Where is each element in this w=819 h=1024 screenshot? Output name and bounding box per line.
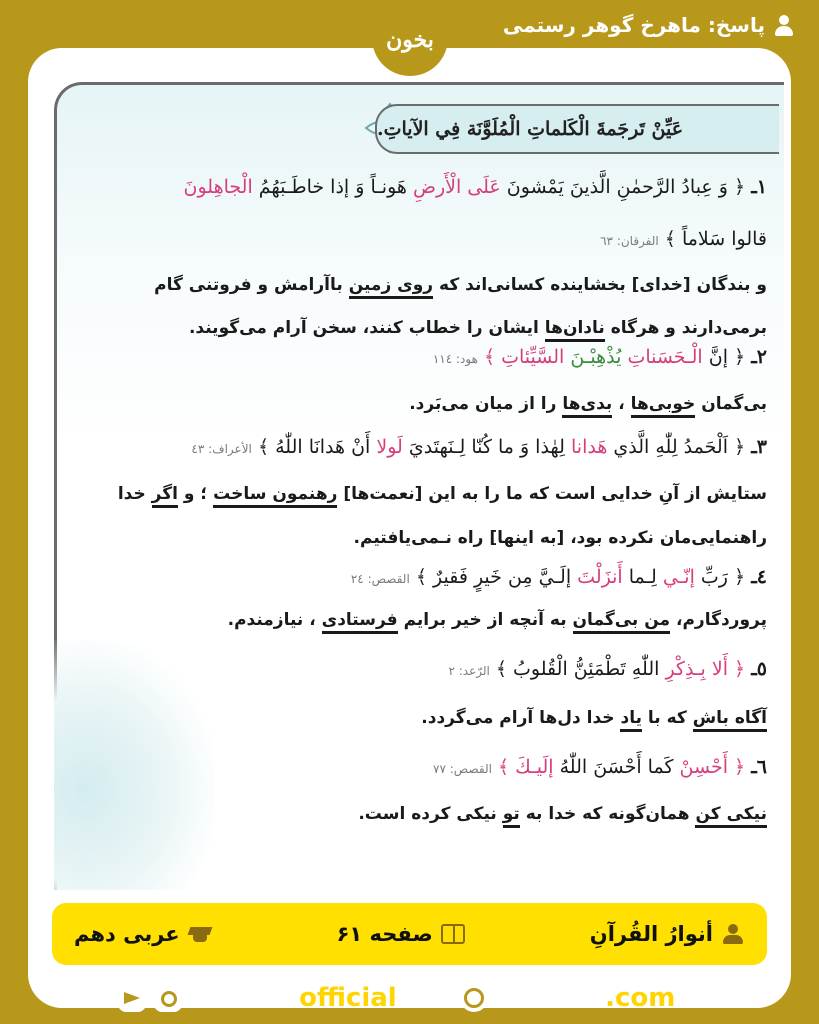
instagram-icon[interactable]	[154, 984, 182, 1012]
exercise-heading-text: عَيِّنْ تَرجَمةَ الْكَلماتِ الْمُلَوَّنَة فِي الآياتِ.	[377, 118, 684, 140]
q6-reference: القصص: ٧٧	[433, 762, 492, 776]
exercise-heading	[375, 104, 779, 154]
q4-fa-a: پروردگارم،	[675, 610, 767, 630]
footer-grade-label: عربی دهم	[74, 922, 180, 946]
q4-fa-answer-1: من بی‌گمان	[573, 610, 671, 634]
q1-arabic-line1	[90, 176, 767, 198]
footer-page-number: صفحه ۶۱	[336, 922, 433, 946]
q2-ar-c: يُذْهِبْـنَ	[570, 346, 622, 368]
q3-arabic	[90, 436, 767, 458]
q1-arabic-line2	[90, 228, 767, 250]
q3-ar-highlight-1: هَدانا	[571, 436, 608, 458]
handle-part-1: bekhun	[190, 983, 300, 1013]
q6-number: ٦ـ	[751, 756, 767, 778]
q1-fa-e: ایشان را خطاب کنند، سخن آرام می‌گویند.	[188, 318, 539, 338]
q1-ar-highlight-2: الْجاهِلونَ	[183, 176, 253, 198]
q1-number: ١ـ	[751, 176, 767, 198]
logo-text: بخون	[386, 27, 434, 53]
q1-ar-a: ﴿ وَ عِبادُ الرَّحمٰنِ الَّذينَ يَمْشونَ	[506, 176, 746, 198]
q1-ar-c: هَونـاً وَ إذا خاطَـبَهُمُ	[258, 176, 407, 198]
q1-persian-line1	[90, 275, 767, 295]
q1-fa-d: برمی‌دارند و هرگاه	[610, 318, 767, 338]
q5-arabic	[90, 658, 767, 680]
user-icon	[773, 14, 795, 36]
q6-ar-highlight-2: إلَيـكَ ﴾	[498, 756, 554, 778]
q4-ar-c: لِـما	[628, 566, 657, 588]
q5-persian	[90, 708, 767, 728]
answer-author: پاسخ: ماهرخ گوهر رستمی	[502, 13, 765, 37]
q4-ar-highlight-1: إنّـي	[662, 566, 695, 588]
q3-fa-c: ؛ و	[183, 484, 208, 504]
q4-fa-c: به آنچه از خیر برایم	[403, 610, 567, 630]
q4-fa-e: ، نیازمندم.	[227, 610, 316, 630]
q5-ar-highlight-2: بِـذِكْرِ	[665, 658, 706, 680]
q1-ar-e: قالوا سَلاماً ﴾	[664, 228, 767, 250]
q2-fa-comma: ،	[618, 394, 625, 414]
q2-fa-e: را از میان می‌بَرد.	[409, 394, 557, 414]
q1-ar-highlight-1: عَلَى الْأَرضِ	[412, 176, 501, 198]
q6-persian	[90, 804, 767, 824]
q4-number: ٤ـ	[751, 566, 767, 588]
footer-bar	[52, 903, 767, 965]
q1-fa-answer-1: روی زمین	[349, 275, 433, 299]
q6-fa-d: نیکی کرده است.	[358, 804, 497, 824]
social-website[interactable]	[460, 978, 675, 1018]
q3-ar-e: أَنْ هَدانَا اللّٰهُ ﴾	[257, 436, 371, 458]
social-handle[interactable]	[118, 978, 397, 1018]
q2-ar-highlight-2: السَّيِّئاتِ ﴾	[483, 346, 565, 368]
footer-page	[337, 922, 465, 946]
q5-fa-answer-2: یاد	[620, 708, 642, 732]
q4-persian	[90, 610, 767, 630]
handle-part-2: official	[299, 983, 397, 1013]
book-icon	[441, 924, 465, 944]
q2-ar-highlight-1: الْـحَسَناتِ	[627, 346, 703, 368]
telegram-icon[interactable]	[118, 984, 146, 1012]
q1-persian-line2	[90, 318, 767, 338]
q5-ar-highlight-1: ﴿ أَلا	[711, 658, 746, 680]
q6-arabic	[90, 756, 767, 778]
q6-ar-b: كَما أَحْسَنَ اللّٰهُ	[559, 756, 674, 778]
footer-book-title: أنوارُ القُرآنِ	[589, 922, 713, 946]
q3-fa-answer-2: اگر	[152, 484, 178, 508]
q3-fa-answer-1: رهنمون ساخت	[213, 484, 337, 508]
footer-book	[590, 922, 745, 946]
q4-reference: القصص: ٢٤	[350, 572, 410, 586]
q5-ar-c: اللّٰهِ تَطْمَئِنُّ الْقُلوبُ ﴾	[495, 658, 660, 680]
q4-ar-e: إلَـيَّ مِن خَيرٍ فَقيرٌ ﴾	[415, 566, 572, 588]
q6-fa-b: همان‌گونه که خدا به	[525, 804, 690, 824]
q3-reference: الأعراف: ٤٣	[191, 442, 252, 456]
q3-fa-e: خدا	[117, 484, 146, 504]
q1-fa-a: و بندگان [خدای] بخشاینده کسانی‌اند که	[439, 275, 767, 295]
q6-fa-answer-1: نیکی کن	[695, 804, 767, 828]
q5-fa-answer-1: آگاه باش	[693, 708, 767, 732]
q2-persian	[90, 394, 767, 414]
q2-reference: هود: ١١٤	[432, 352, 478, 366]
q3-number: ٣ـ	[751, 436, 767, 458]
q6-ar-highlight-1: ﴿ أَحْسِنْ	[679, 756, 746, 778]
site-part-1: bekhun	[496, 983, 606, 1013]
q4-ar-a: ﴿ رَبِّ	[700, 566, 746, 588]
q4-fa-answer-2: فرستادی	[322, 610, 398, 634]
site-part-2: .com	[605, 983, 676, 1013]
q2-fa-a: بی‌گمان	[701, 394, 767, 414]
q2-arabic	[90, 346, 767, 368]
footer-grade	[74, 922, 212, 946]
q5-number: ٥ـ	[751, 658, 767, 680]
q6-fa-answer-2: تو	[503, 804, 520, 828]
q3-ar-a: ﴿ اَلْحَمدُ لِلّٰهِ الَّذي	[613, 436, 746, 458]
q3-persian-line2	[90, 528, 767, 548]
q3-ar-highlight-2: لَولا	[376, 436, 403, 458]
q1-reference: الفرقان: ٦٣	[600, 234, 659, 248]
q5-reference: الرّعد: ٢	[448, 664, 490, 678]
q4-ar-highlight-2: أَنزَلْتَ	[577, 566, 623, 588]
q1-fa-answer-2: نادان‌ها	[545, 318, 605, 342]
q1-fa-c: باآرامش و فروتنی گام	[154, 275, 343, 295]
q3-fa-line2: راهنمایی‌مان نکرده بود، [به اینها] راه نـمی‌یافتیم.	[353, 528, 767, 548]
q2-number: ٢ـ	[751, 346, 767, 368]
q3-fa-a: ستایش از آنِ خدایی است که ما را به این [نعمت‌ها]	[343, 484, 767, 504]
q4-arabic	[90, 566, 767, 588]
reader-icon	[721, 924, 745, 944]
graduation-cap-icon	[188, 924, 212, 944]
q5-fa-b: که با	[647, 708, 687, 728]
q2-fa-answer-2: بدی‌ها	[562, 394, 612, 418]
q2-fa-answer-1: خوبی‌ها	[631, 394, 696, 418]
q3-ar-c: لِهٰذا وَ ما كُنّا لِـنَهتَديَ	[408, 436, 565, 458]
q2-ar-a: ﴿ إنَّ	[708, 346, 746, 368]
globe-icon[interactable]	[460, 984, 488, 1012]
q3-persian-line1	[90, 484, 767, 504]
q5-fa-d: خدا دل‌ها آرام می‌گردد.	[421, 708, 615, 728]
